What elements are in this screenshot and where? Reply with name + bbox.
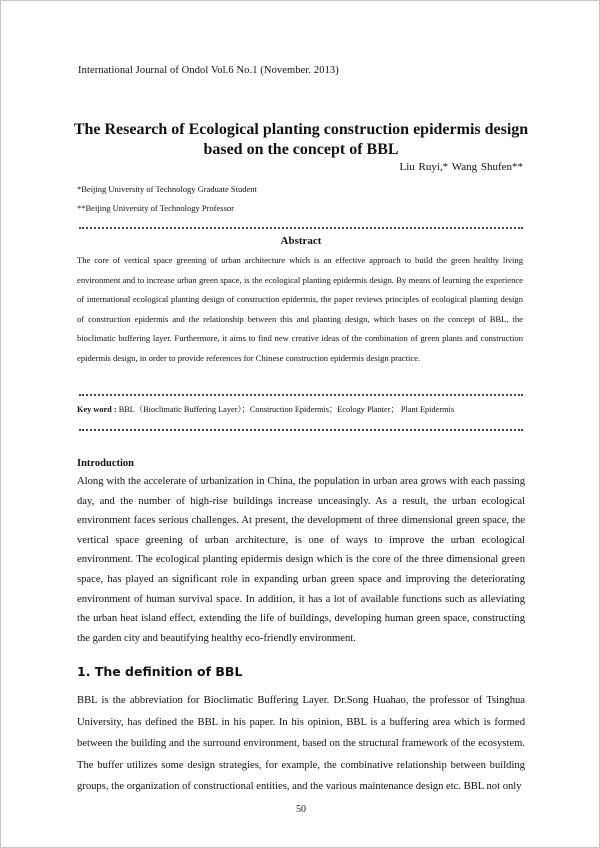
dotted-divider-keywords-top	[79, 394, 523, 398]
dotted-divider-keywords-bottom	[79, 429, 523, 433]
introduction-heading: Introduction	[77, 458, 134, 469]
keywords-line	[77, 403, 454, 415]
introduction-text: Along with the accelerate of urbanization in China, the population in urban area grows with each passing day, and the number of high-rise buildings increase unceasingly. As a result, the urban ecological environment faces serious challenges. At present, the development of three dimensional green space, the vertical space greening of urban architecture, is one of ways to improve the urban ecological environment. The ecological planting epidermis design which is the core of the three dimensional green space, has played an significant role in expanding urban green space and improving the deteriorating environment of human survival space. In addition, it has a lot of available functions such as alleviating the urban heat island effect, extending the life of buildings, developing human green space, constructing the garden city and beautifying healthy eco-friendly environment.	[77, 476, 525, 644]
page-number: 50	[296, 804, 306, 815]
dotted-divider-top	[79, 227, 523, 231]
journal-header: International Journal of Ondol Vol.6 No.1 (November. 2013)	[78, 65, 339, 76]
section-1-heading: 1. The definition of BBL	[77, 664, 243, 679]
paper-title: The Research of Ecological planting construction epidermis design based on the concept of BBL	[73, 121, 529, 158]
abstract-heading: Abstract	[280, 235, 322, 247]
section-1-text: BBL is the abbreviation for Bioclimatic Buffering Layer. Dr.Song Huahao, the professor of Tsinghua University, has defined the BBL in his paper. In his opinion, BBL is a buffering area which is formed between the building and the surround environment, based on the structural framework of the ecosystem. The buffer utilizes some design strategies, for example, the combinative relationship between building groups, the organization of constructional entities, and the various maintenance design etc. BBL not only	[77, 695, 525, 792]
abstract-text: The core of vertical space greening of urban architecture which is an effective approach to build the green healthy living environment and to increase urban green space, is the ecological planting epidermis design. By means of learning the experience of international ecological planting design of construction epidermis, the paper reviews principles of ecological planting design of construction epidermis and the relationship between this and planting design, which bases on the concept of BBL, the bioclimatic buffering layer. Furthermore, it aims to find new creative ideas of the combination of green plants and construction epidermis design, in order to provide references for Chinese construction epidermis design practice.	[77, 255, 523, 363]
keywords-label: Key word :	[77, 405, 117, 414]
keywords-text: BBL（Bioclimatic Buffering Layer）；Construction Epidermis；Ecology Planter； Plant Epidermis	[116, 405, 455, 414]
affiliation-2: **Beijing University of Technology Professor	[77, 203, 234, 213]
affiliation-1: *Beijing University of Technology Graduate Student	[77, 184, 257, 194]
author-line: Liu Ruyi,* Wang Shufen**	[399, 161, 523, 173]
